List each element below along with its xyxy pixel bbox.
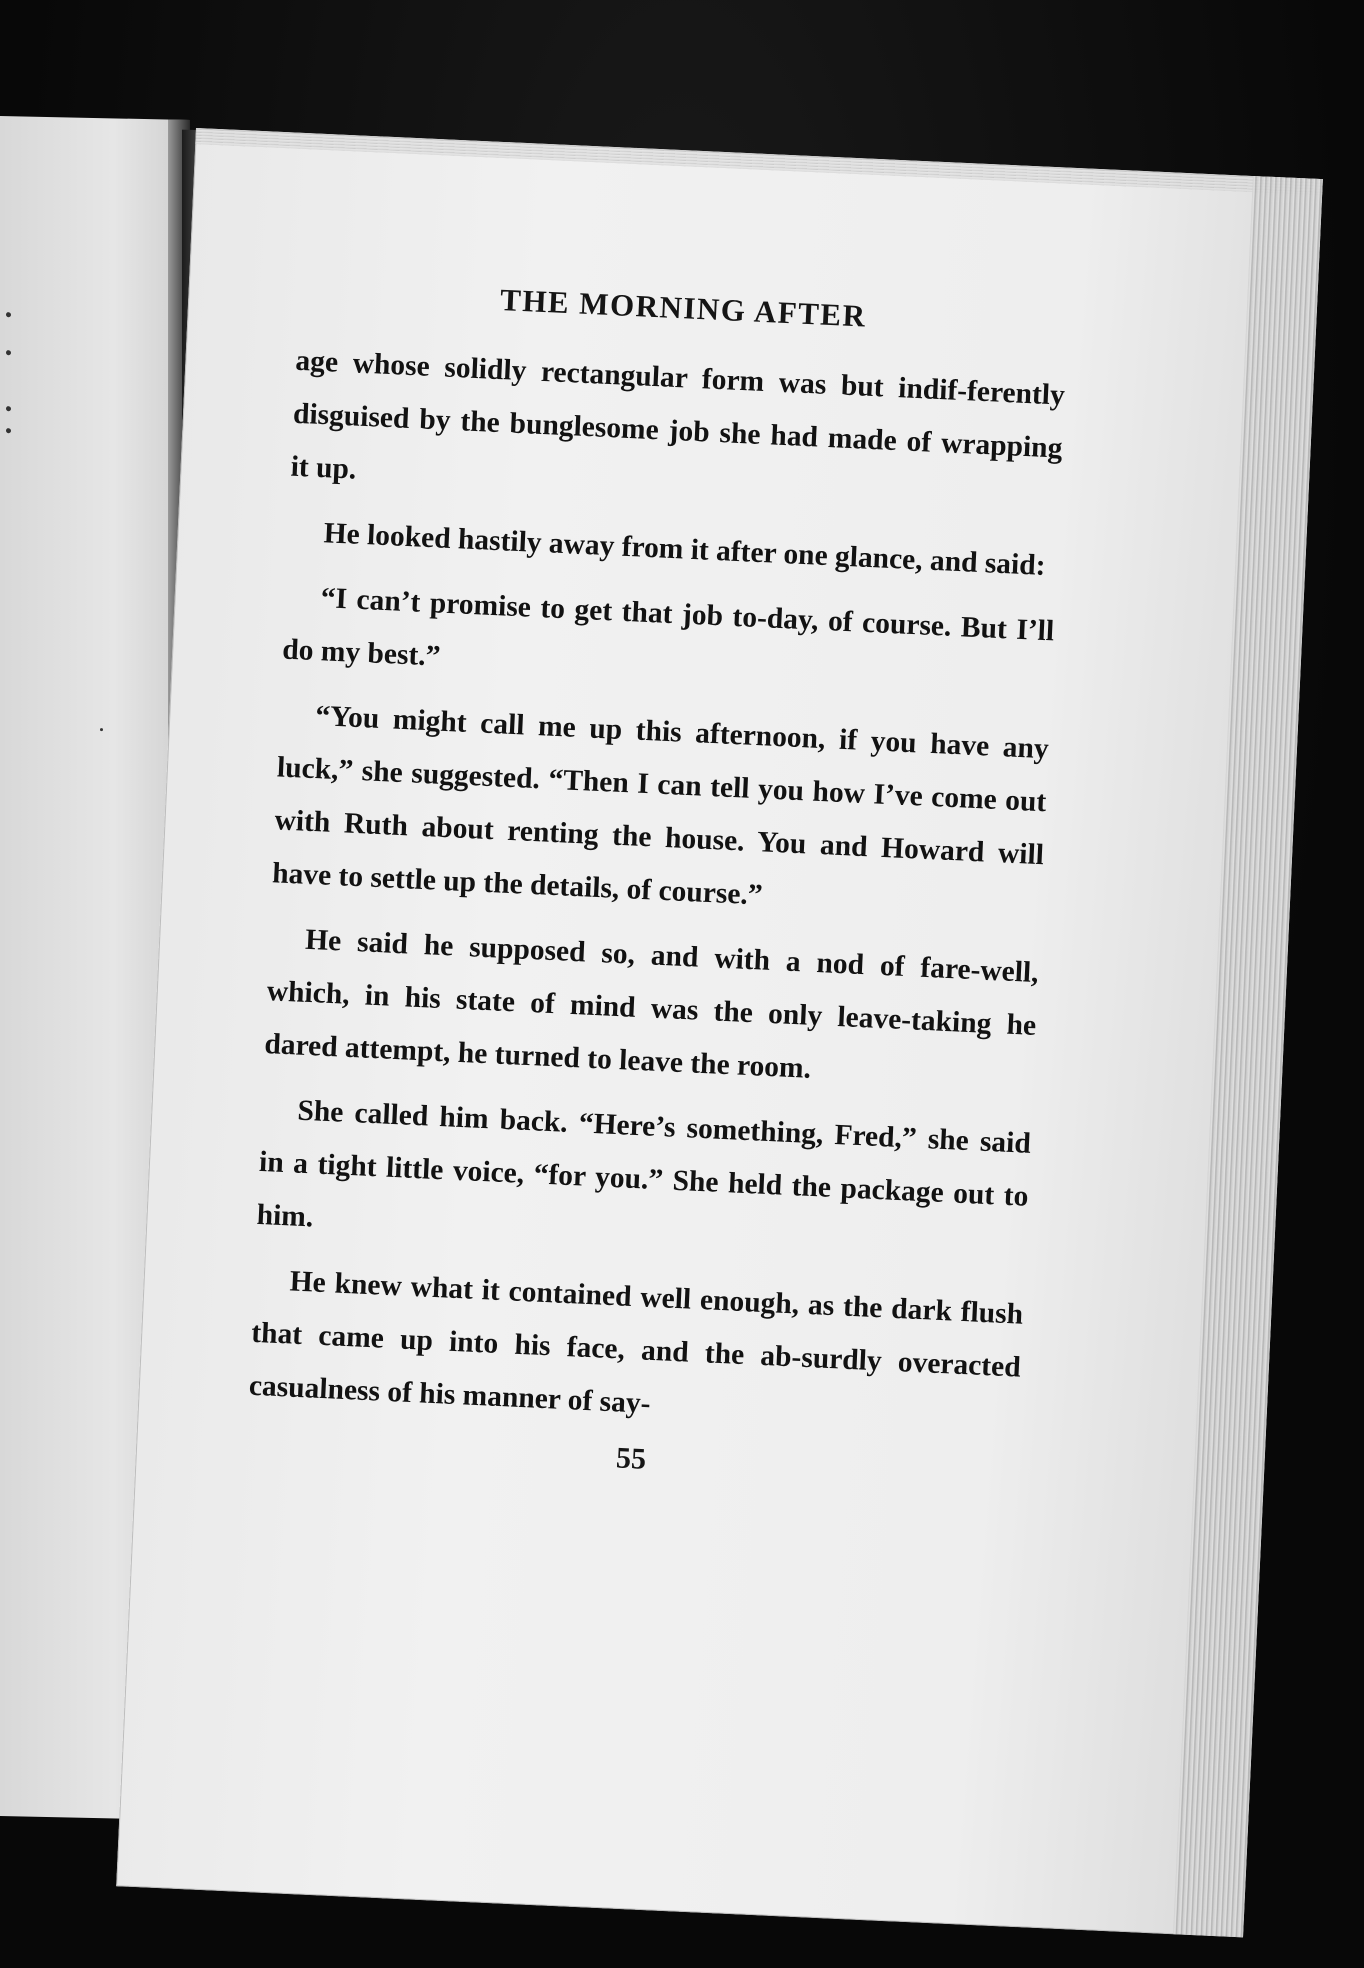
book-page bbox=[116, 128, 1323, 1937]
paragraph: He looked hastily away from it after one glance, and said: bbox=[323, 517, 1047, 582]
running-head: THE MORNING AFTER bbox=[499, 281, 868, 334]
page-speck bbox=[6, 406, 11, 411]
page-edges bbox=[1173, 176, 1323, 1937]
page-number: 55 bbox=[615, 1441, 647, 1476]
paragraph: He knew what it contained well enough, as the dark flush that came up into his face, and the ab-surdly overacted casualness of his manner of say- bbox=[248, 1265, 1024, 1420]
page-speck bbox=[6, 312, 11, 317]
paragraph: “You might call me up this afternoon, if you have any luck,” she suggested. “Then I can tell you how I’ve come out with Ruth about renting the house. You and Howard will have to settle up the details, of course.” bbox=[271, 700, 1050, 912]
page-speck bbox=[6, 350, 11, 355]
page-speck bbox=[6, 428, 11, 433]
paragraph: He said he supposed so, and with a nod of fare-well, which, in his state of mind was the only leave-taking he dared attempt, he turned to leave the room. bbox=[263, 923, 1040, 1085]
page-speck bbox=[100, 728, 103, 731]
paragraph: She called him back. “Here’s something, Fred,” she said in a tight little voice, “for you.” She held the package out to him. bbox=[256, 1094, 1032, 1234]
page-text-block bbox=[246, 273, 1069, 1494]
paragraph: age whose solidly rectangular form was but indif-ferently disguised by the bunglesome job she had made of wrapping it up. bbox=[290, 344, 1066, 486]
paragraph: “I can’t promise to get that job to-day, of course. But I’ll do my best.” bbox=[281, 582, 1055, 673]
page-edges-top bbox=[195, 128, 1323, 195]
